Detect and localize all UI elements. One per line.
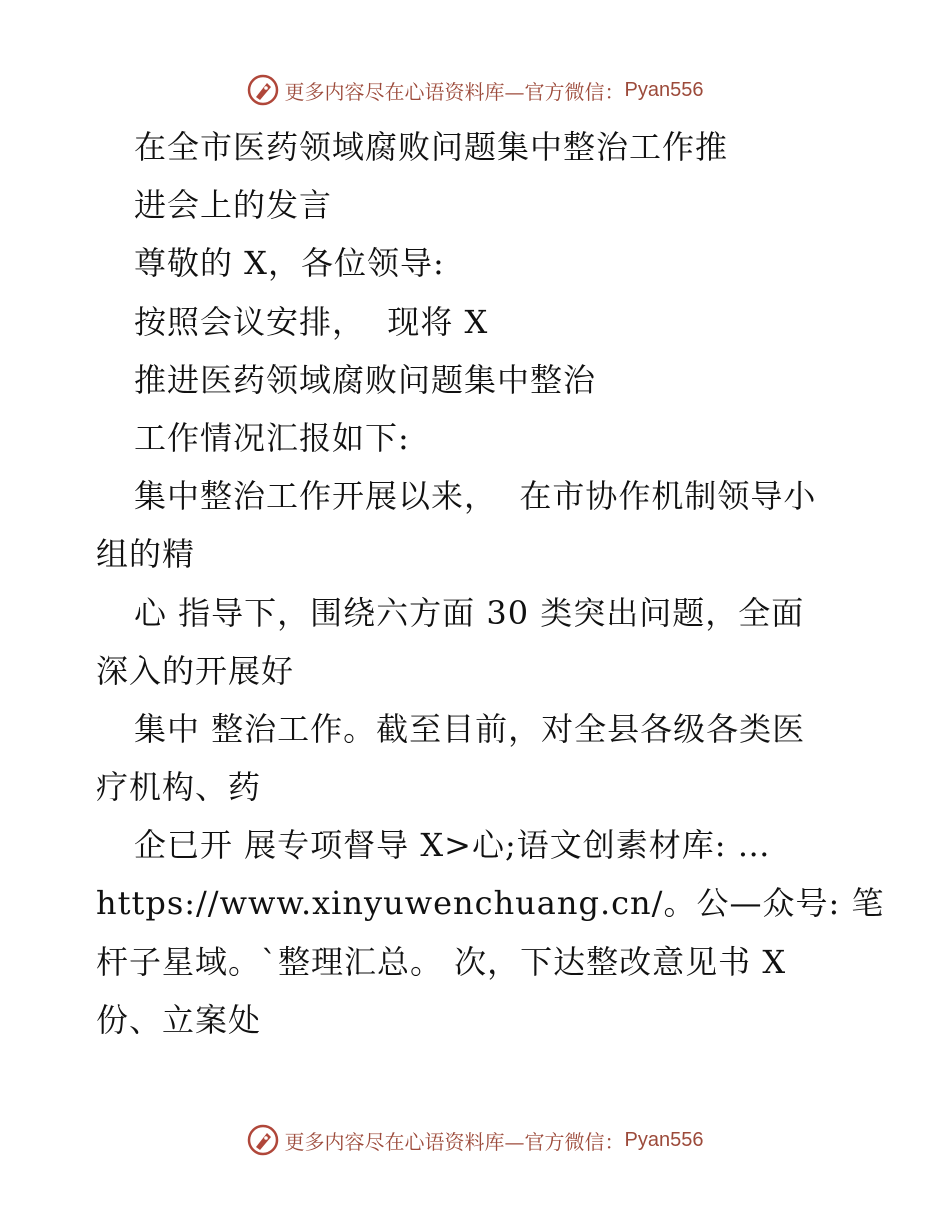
url-text-line: https://www.xinyuwenchuang.cn/。公—众号: 笔 [96,884,885,923]
header-banner [0,70,950,110]
text-line: 企已开 展专项督导 X>心;语文创素材库: … [134,826,771,865]
text-line: 份、立案处 [96,1000,262,1039]
text-line: 深入的开展好 [96,651,295,690]
text-line: 杆子星域。`整理汇总。 次，下达整改意见书 X [96,942,787,981]
text-line: 工作情况汇报如下: [134,418,410,457]
text-line: 尊敬的 X，各位领导: [134,244,445,283]
banner-wechat-id: Pyan556 [624,78,704,101]
banner-text: 更多内容尽在心语资料库—官方微信： [284,1129,625,1154]
footer-banner [0,1120,950,1160]
text-line: 心 指导下，围绕六方面 30 类突出问题，全面 [134,593,805,632]
text-line: 推进医药领域腐败问题集中整治 [134,360,597,399]
pen-nib-logo-icon [247,74,279,106]
text-line: 进会上的发言 [134,186,333,225]
document-body [96,118,885,1049]
banner-wechat-id: Pyan556 [624,1128,704,1151]
text-line: 集中 整治工作。截至目前，对全县各级各类医 [134,709,806,748]
pen-nib-logo-icon [247,1124,279,1156]
text-line: 组的精 [96,535,196,574]
text-line: 疗机构、药 [96,768,262,807]
text-line: 在全市医药领域腐败问题集中整治工作推 [134,128,729,166]
text-line: 按照会议安排， 现将 X [134,302,489,341]
text-line: 集中整治工作开展以来， 在市协作机制领导小 [134,477,817,516]
banner-text: 更多内容尽在心语资料库—官方微信： [284,79,625,104]
